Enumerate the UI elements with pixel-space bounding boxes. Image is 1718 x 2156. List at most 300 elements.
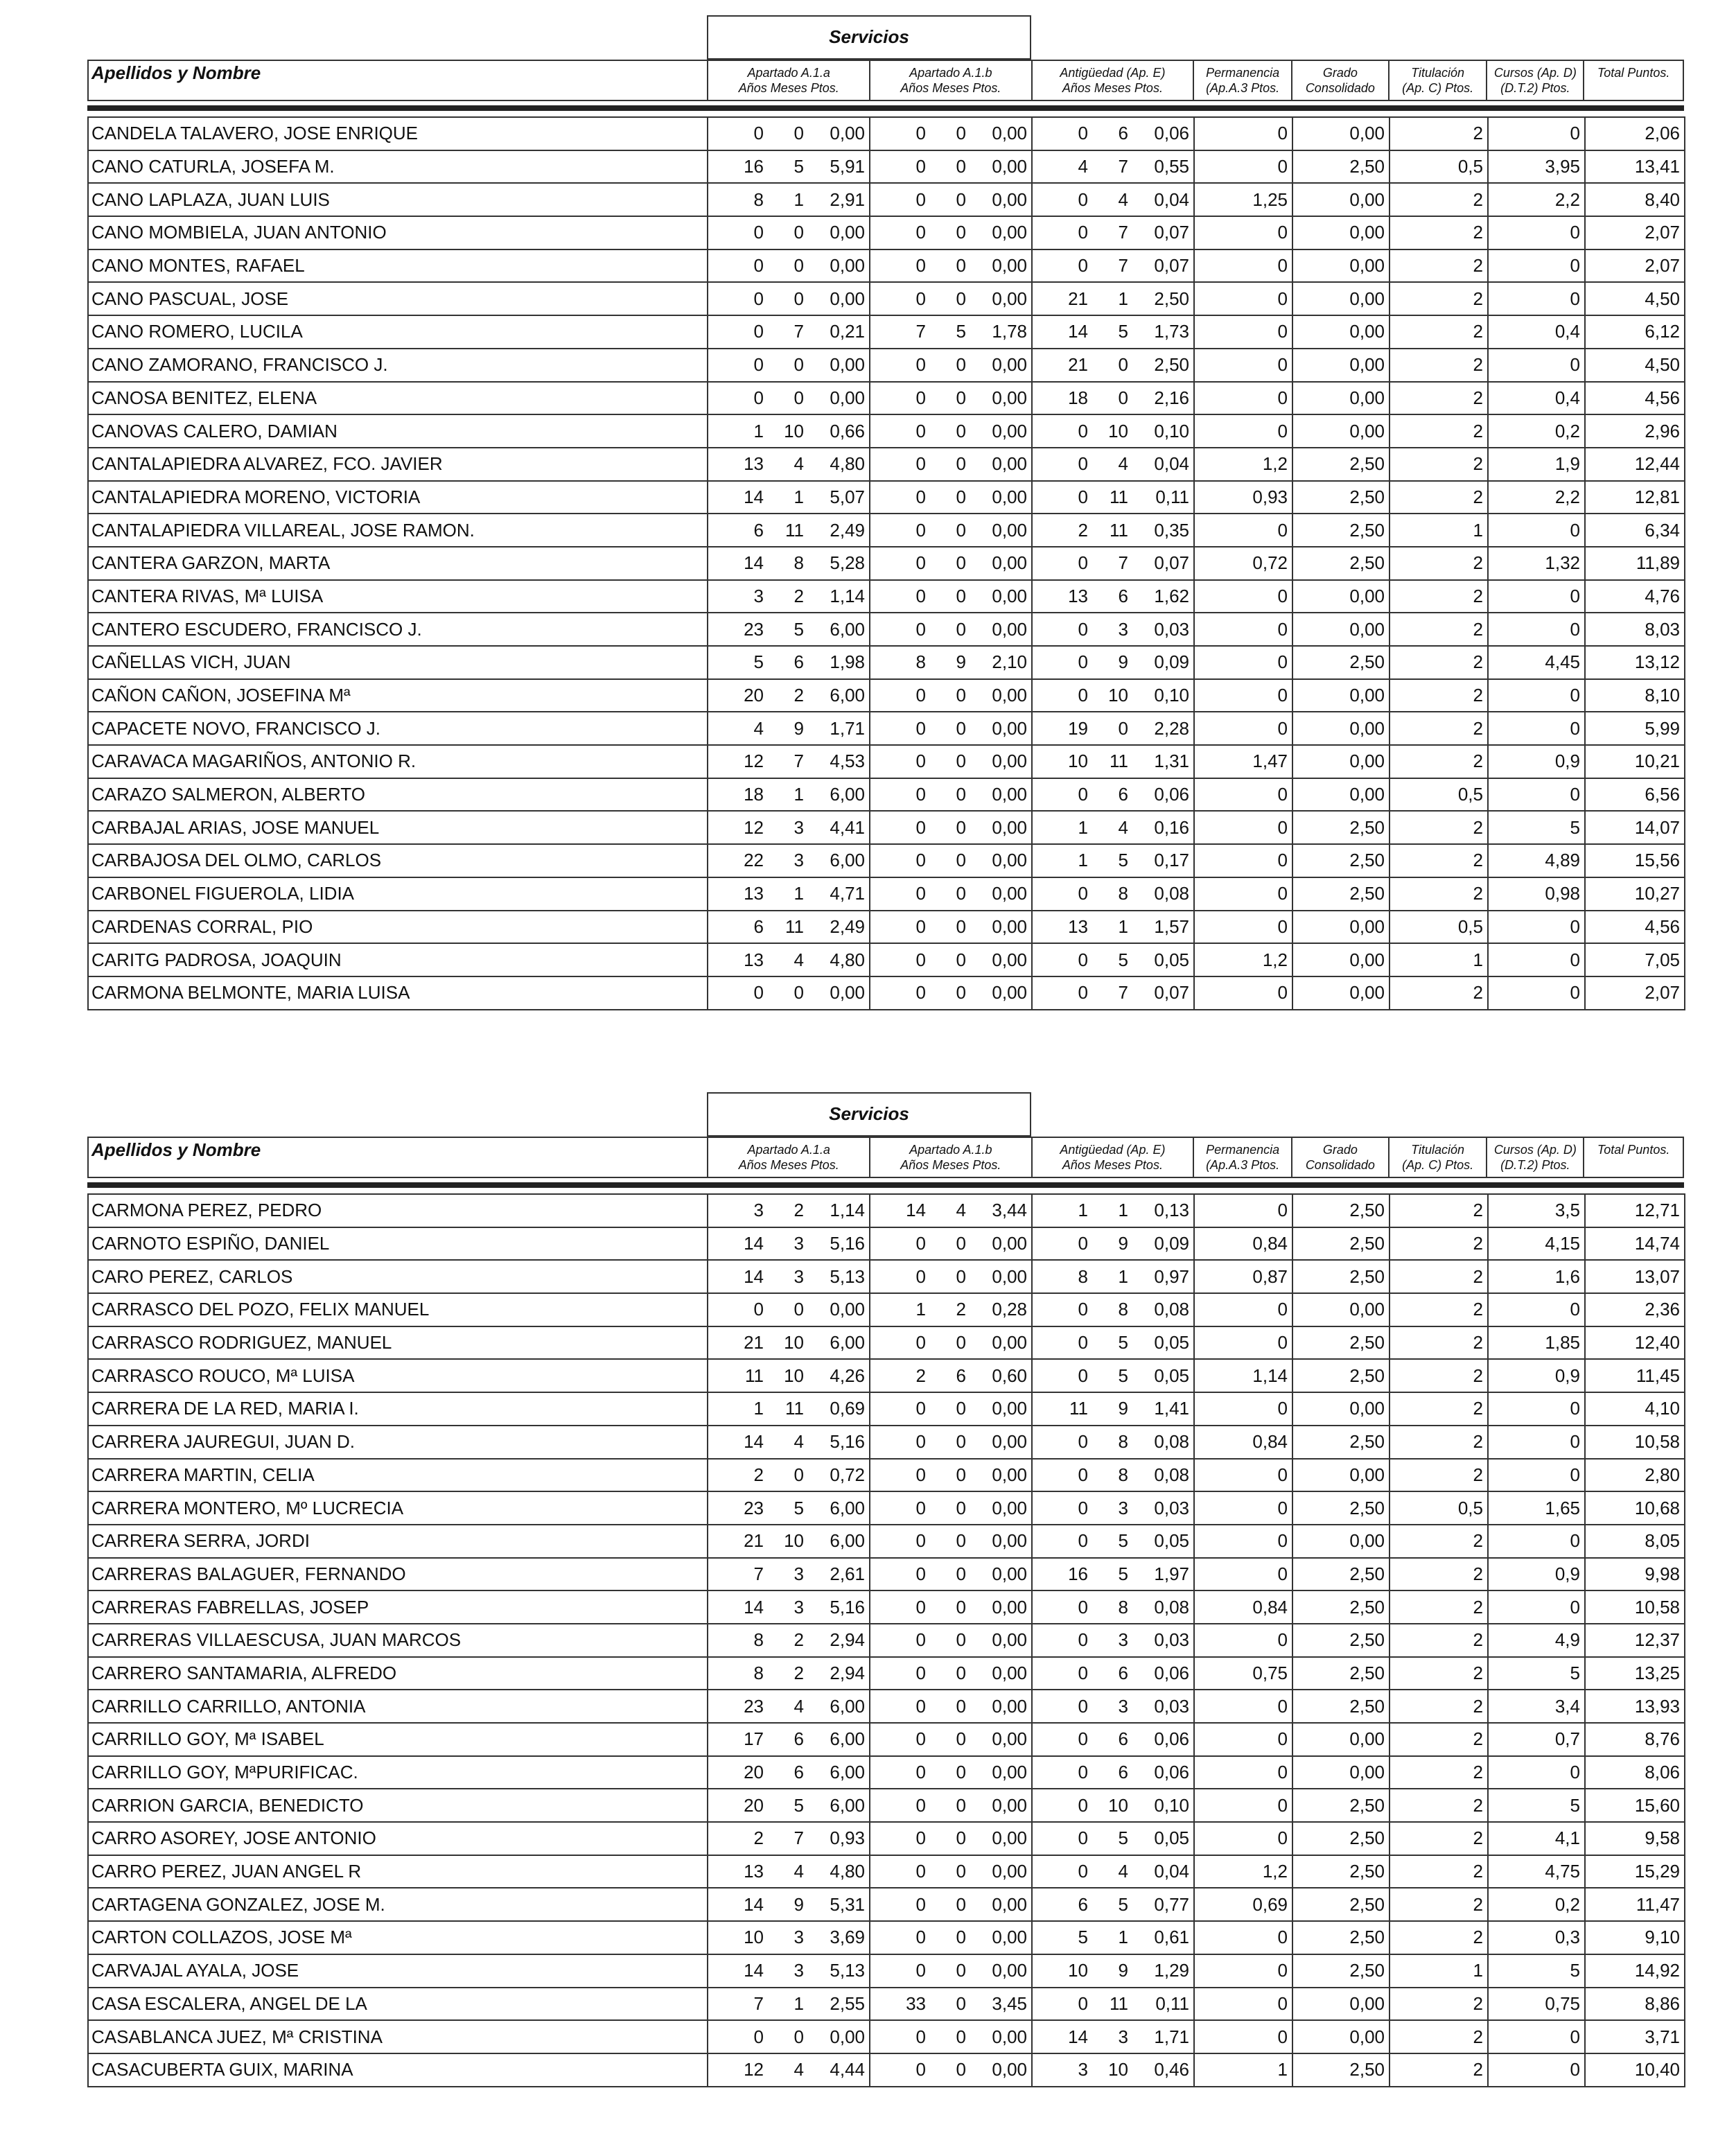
- cell-a1a-values: [712, 751, 865, 772]
- column-header-line: Años Meses Ptos.: [900, 81, 1001, 95]
- years: 0: [1078, 1596, 1088, 1618]
- points: 0,00: [992, 1794, 1027, 1816]
- cell-antiguedad-values: [1037, 1828, 1189, 1849]
- cell-cursos: 0,4: [1488, 382, 1585, 415]
- years: 0: [915, 189, 926, 210]
- months: 11: [785, 915, 804, 937]
- years: 0: [915, 1563, 926, 1584]
- column-header-a1a: [707, 61, 869, 100]
- cell-antiguedad: [1032, 745, 1194, 778]
- cell-a1a: [708, 1194, 870, 1227]
- cell-a1b: [870, 1392, 1032, 1426]
- points: 1,57: [1154, 915, 1189, 937]
- cell-a1b-values: [875, 387, 1027, 409]
- cell-permanencia: 0,93: [1194, 481, 1292, 514]
- years: 0: [915, 420, 926, 441]
- months: 8: [1118, 1464, 1128, 1485]
- points: 0,00: [992, 1695, 1027, 1717]
- cell-a1b-values: [875, 982, 1027, 1003]
- points: 0,00: [992, 189, 1027, 210]
- cell-a1a: [708, 1756, 870, 1789]
- months: 6: [1118, 123, 1128, 144]
- years: 14: [744, 1960, 764, 1981]
- column-header-grado: [1291, 61, 1388, 100]
- cell-a1b: [870, 646, 1032, 679]
- months: 0: [794, 1464, 804, 1485]
- months: 6: [1118, 1728, 1128, 1750]
- cell-a1b-values: [875, 1398, 1027, 1419]
- column-header-line: Consolidado: [1305, 81, 1375, 95]
- points: 0,93: [830, 1828, 865, 1849]
- cell-cursos: 4,1: [1488, 1822, 1585, 1855]
- cell-antiguedad: [1032, 249, 1194, 283]
- cell-cursos: 0: [1488, 613, 1585, 646]
- months: 9: [1118, 651, 1128, 673]
- column-header-cursos: [1486, 61, 1583, 100]
- points: 0,00: [992, 717, 1027, 739]
- cell-a1a: [708, 1392, 870, 1426]
- years: 33: [906, 1992, 926, 2014]
- cell-grado: 2,50: [1292, 1921, 1390, 1954]
- months: 1: [1118, 1265, 1128, 1287]
- years: 0: [1078, 453, 1088, 475]
- cell-grado: 2,50: [1292, 1888, 1390, 1921]
- cell-permanencia: 1,2: [1194, 448, 1292, 481]
- cell-a1b: [870, 1921, 1032, 1954]
- cell-antiguedad-values: [1037, 387, 1189, 409]
- months: 4: [1118, 453, 1128, 475]
- cell-antiguedad-values: [1037, 1993, 1189, 2015]
- cell-a1a-values: [712, 850, 865, 871]
- table-row: [88, 1359, 1685, 1392]
- cell-a1a: [708, 183, 870, 216]
- cell-a1b-values: [875, 949, 1027, 971]
- employee-name: CARRERA MONTERO, Mº LUCRECIA: [88, 1491, 708, 1525]
- years: 0: [1078, 883, 1088, 904]
- cell-grado: 0,00: [1292, 349, 1390, 382]
- cell-antiguedad: [1032, 1657, 1194, 1690]
- points: 1,97: [1154, 1563, 1189, 1584]
- months: 4: [1118, 816, 1128, 838]
- employee-name: CARITG PADROSA, JOAQUIN: [88, 943, 708, 976]
- cell-permanencia: 0: [1194, 1756, 1292, 1789]
- months: 5: [794, 1497, 804, 1518]
- cell-a1a-values: [712, 1795, 865, 1816]
- cell-a1a: [708, 1293, 870, 1326]
- months: 4: [794, 2059, 804, 2080]
- column-header-line: Cursos (Ap. D): [1493, 66, 1577, 80]
- years: 0: [915, 354, 926, 376]
- cell-antiguedad: [1032, 1590, 1194, 1624]
- years: 0: [1078, 949, 1088, 970]
- cell-a1b-values: [875, 784, 1027, 805]
- employee-name: CANTERO ESCUDERO, FRANCISCO J.: [88, 613, 708, 646]
- years: 12: [744, 2059, 764, 2080]
- points: 0,00: [992, 685, 1027, 706]
- cell-total: 12,71: [1585, 1194, 1685, 1227]
- cell-antiguedad-values: [1037, 1894, 1189, 1916]
- years: 11: [745, 1365, 764, 1386]
- years: 0: [753, 2026, 764, 2047]
- cell-a1a-values: [712, 288, 865, 310]
- years: 5: [753, 651, 764, 673]
- employee-name: CASACUBERTA GUIX, MARINA: [88, 2053, 708, 2087]
- employee-name: CARRILLO CARRILLO, ANTONIA: [88, 1690, 708, 1723]
- column-header-line: Cursos (Ap. D): [1493, 1143, 1577, 1157]
- months: 1: [794, 883, 804, 904]
- cell-permanencia: 1,2: [1194, 1855, 1292, 1888]
- cell-antiguedad-values: [1037, 1663, 1189, 1684]
- cell-grado: 2,50: [1292, 481, 1390, 514]
- years: 0: [915, 618, 926, 640]
- months: 1: [794, 1992, 804, 2014]
- cell-a1b: [870, 1888, 1032, 1921]
- points: 0,00: [830, 1299, 865, 1320]
- cell-antiguedad: [1032, 1558, 1194, 1591]
- months: 3: [1118, 2026, 1128, 2047]
- months: 3: [794, 1596, 804, 1618]
- years: 0: [1078, 1992, 1088, 2014]
- cell-cursos: 1,85: [1488, 1326, 1585, 1360]
- cell-permanencia: 0: [1194, 1690, 1292, 1723]
- employee-name: CANOVAS CALERO, DAMIAN: [88, 414, 708, 448]
- points: 0,00: [992, 255, 1027, 277]
- cell-a1a: [708, 1723, 870, 1756]
- cell-grado: 2,50: [1292, 1855, 1390, 1888]
- years: 0: [915, 1265, 926, 1287]
- cell-cursos: 4,45: [1488, 646, 1585, 679]
- months: 0: [794, 2026, 804, 2047]
- cell-antiguedad: [1032, 1988, 1194, 2021]
- employee-name: CANTALAPIEDRA MORENO, VICTORIA: [88, 481, 708, 514]
- cell-permanencia: 1,2: [1194, 943, 1292, 976]
- employee-name: CARRO ASOREY, JOSE ANTONIO: [88, 1822, 708, 1855]
- cell-total: 8,40: [1585, 183, 1685, 216]
- employee-name: CARRASCO DEL POZO, FELIX MANUEL: [88, 1293, 708, 1326]
- cell-a1a-values: [712, 883, 865, 904]
- cell-grado: 2,50: [1292, 1822, 1390, 1855]
- months: 4: [794, 949, 804, 970]
- cell-antiguedad-values: [1037, 1563, 1189, 1585]
- years: 0: [753, 222, 764, 243]
- months: 0: [956, 915, 966, 937]
- column-header-line: Años Meses Ptos.: [900, 1158, 1001, 1172]
- months: 7: [794, 1828, 804, 1849]
- employee-name: CAPACETE NOVO, FRANCISCO J.: [88, 712, 708, 745]
- months: 4: [794, 1861, 804, 1882]
- months: 4: [1118, 189, 1128, 210]
- column-header-line: Permanencia: [1206, 66, 1280, 80]
- years: 0: [1078, 1365, 1088, 1386]
- months: 0: [794, 222, 804, 243]
- cell-cursos: 2,2: [1488, 183, 1585, 216]
- months: 2: [794, 685, 804, 706]
- cell-grado: 2,50: [1292, 1624, 1390, 1657]
- cell-a1a-values: [712, 1629, 865, 1651]
- cell-a1b-values: [875, 1530, 1027, 1552]
- months: 3: [794, 1563, 804, 1584]
- cell-cursos: 3,4: [1488, 1690, 1585, 1723]
- cell-titulacion: 2: [1390, 1590, 1488, 1624]
- points: 0,00: [830, 123, 865, 144]
- cell-antiguedad-values: [1037, 453, 1189, 475]
- cell-antiguedad-values: [1037, 189, 1189, 211]
- points: 0,00: [992, 1762, 1027, 1783]
- cell-grado: 0,00: [1292, 1723, 1390, 1756]
- points: 0,00: [992, 552, 1027, 574]
- cell-titulacion: 2: [1390, 282, 1488, 315]
- years: 13: [744, 1861, 764, 1882]
- cell-a1a-values: [712, 321, 865, 342]
- cell-total: 12,37: [1585, 1624, 1685, 1657]
- cell-a1a-values: [712, 189, 865, 211]
- cell-a1a: [708, 1921, 870, 1954]
- cell-total: 13,07: [1585, 1260, 1685, 1293]
- months: 3: [794, 1927, 804, 1948]
- cell-antiguedad-values: [1037, 1762, 1189, 1783]
- points: 0,00: [830, 354, 865, 376]
- cell-antiguedad-values: [1037, 685, 1189, 706]
- months: 5: [1118, 949, 1128, 970]
- cell-a1b: [870, 1260, 1032, 1293]
- cell-permanencia: 0: [1194, 1558, 1292, 1591]
- points: 0,00: [992, 1398, 1027, 1419]
- cell-total: 6,56: [1585, 778, 1685, 812]
- cell-grado: 0,00: [1292, 414, 1390, 448]
- months: 0: [956, 1233, 966, 1254]
- cell-antiguedad: [1032, 547, 1194, 580]
- cell-total: 14,92: [1585, 1954, 1685, 1988]
- cell-permanencia: 0: [1194, 679, 1292, 712]
- months: 0: [956, 1861, 966, 1882]
- column-header-total: [1583, 61, 1683, 100]
- cell-total: 12,44: [1585, 448, 1685, 481]
- cell-total: 9,58: [1585, 1822, 1685, 1855]
- cell-total: 12,81: [1585, 481, 1685, 514]
- table-row: [88, 943, 1685, 976]
- column-header-line: (Ap. C) Ptos.: [1402, 81, 1474, 95]
- cell-permanencia: 0: [1194, 877, 1292, 911]
- cell-a1a: [708, 1988, 870, 2021]
- years: 20: [744, 1794, 764, 1816]
- months: 0: [956, 1893, 966, 1915]
- cell-total: 2,80: [1585, 1459, 1685, 1492]
- cell-permanencia: 0: [1194, 382, 1292, 415]
- cell-titulacion: 0,5: [1390, 1491, 1488, 1525]
- years: 12: [744, 751, 764, 772]
- cell-permanencia: 0: [1194, 613, 1292, 646]
- cell-a1a: [708, 811, 870, 844]
- cell-a1a-values: [712, 552, 865, 574]
- months: 0: [956, 717, 966, 739]
- cell-cursos: 0: [1488, 1426, 1585, 1459]
- header-divider: [87, 105, 1684, 111]
- cell-cursos: 4,89: [1488, 844, 1585, 877]
- points: 4,26: [830, 1365, 865, 1386]
- cell-total: 4,56: [1585, 911, 1685, 944]
- months: 1: [1118, 1200, 1128, 1221]
- points: 0,00: [992, 1893, 1027, 1915]
- cell-a1b: [870, 249, 1032, 283]
- cell-a1a-values: [712, 1927, 865, 1948]
- cell-titulacion: 2: [1390, 216, 1488, 249]
- employee-name: CARRILLO GOY, Mª ISABEL: [88, 1723, 708, 1756]
- cell-a1a: [708, 514, 870, 547]
- cell-a1b-values: [875, 1431, 1027, 1453]
- cell-permanencia: 0: [1194, 1954, 1292, 1988]
- table-row: [88, 1756, 1685, 1789]
- cell-a1b: [870, 1624, 1032, 1657]
- cell-titulacion: 2: [1390, 1921, 1488, 1954]
- table-row: [88, 1789, 1685, 1822]
- points: 5,16: [830, 1431, 865, 1453]
- cell-titulacion: 2: [1390, 1260, 1488, 1293]
- points: 0,00: [992, 1431, 1027, 1453]
- cell-grado: 2,50: [1292, 1491, 1390, 1525]
- cell-antiguedad-values: [1037, 321, 1189, 342]
- years: 21: [1068, 354, 1088, 376]
- years: 7: [915, 321, 926, 342]
- points: 0,10: [1154, 420, 1189, 441]
- years: 22: [744, 850, 764, 871]
- cell-a1a: [708, 2053, 870, 2087]
- points: 0,03: [1154, 618, 1189, 640]
- cell-a1b-values: [875, 1993, 1027, 2015]
- years: 0: [1078, 1233, 1088, 1254]
- months: 11: [1110, 519, 1128, 541]
- years: 8: [915, 651, 926, 673]
- employee-name: CARRION GARCIA, BENEDICTO: [88, 1789, 708, 1822]
- points: 3,45: [992, 1992, 1027, 2014]
- cell-antiguedad: [1032, 216, 1194, 249]
- points: 0,00: [992, 1563, 1027, 1584]
- cell-total: 2,07: [1585, 216, 1685, 249]
- cell-a1b-values: [875, 123, 1027, 144]
- points: 0,00: [830, 982, 865, 1003]
- months: 3: [794, 1960, 804, 1981]
- cell-a1a: [708, 1426, 870, 1459]
- cell-grado: 2,50: [1292, 514, 1390, 547]
- table-row: [88, 1459, 1685, 1492]
- column-header-line: Apartado A.1.a: [747, 1143, 830, 1157]
- cell-antiguedad: [1032, 1359, 1194, 1392]
- cell-a1a: [708, 282, 870, 315]
- cell-a1a: [708, 877, 870, 911]
- employee-name: CARO PEREZ, CARLOS: [88, 1260, 708, 1293]
- cell-a1b: [870, 1590, 1032, 1624]
- cell-grado: 0,00: [1292, 1293, 1390, 1326]
- column-header-grado: [1291, 1138, 1388, 1177]
- cell-total: 4,76: [1585, 580, 1685, 613]
- cell-a1b: [870, 712, 1032, 745]
- points: 6,00: [830, 850, 865, 871]
- cell-antiguedad-values: [1037, 1861, 1189, 1882]
- cell-a1b-values: [875, 1696, 1027, 1717]
- cell-antiguedad: [1032, 117, 1194, 150]
- cell-permanencia: 0: [1194, 1921, 1292, 1954]
- cell-a1a-values: [712, 1299, 865, 1320]
- months: 10: [1108, 2059, 1128, 2080]
- months: 10: [784, 1332, 804, 1353]
- employee-name: CARRERA DE LA RED, MARIA I.: [88, 1392, 708, 1426]
- cell-permanencia: 0: [1194, 580, 1292, 613]
- years: 0: [1078, 486, 1088, 507]
- table-row: [88, 1822, 1685, 1855]
- cell-permanencia: 1: [1194, 2053, 1292, 2087]
- months: 11: [1110, 486, 1128, 507]
- cell-permanencia: 0,84: [1194, 1590, 1292, 1624]
- cell-titulacion: 2: [1390, 844, 1488, 877]
- column-header-line: Permanencia: [1206, 1143, 1280, 1157]
- table-row: [88, 745, 1685, 778]
- cell-a1a-values: [712, 1762, 865, 1783]
- months: 6: [1118, 585, 1128, 606]
- years: 23: [744, 1497, 764, 1518]
- cell-antiguedad-values: [1037, 1927, 1189, 1948]
- cell-grado: 0,00: [1292, 679, 1390, 712]
- points: 2,61: [830, 1563, 865, 1584]
- cell-grado: 0,00: [1292, 117, 1390, 150]
- cell-permanencia: 1,47: [1194, 745, 1292, 778]
- months: 5: [794, 1794, 804, 1816]
- cell-cursos: 0: [1488, 282, 1585, 315]
- cell-a1a-values: [712, 1332, 865, 1353]
- years: 14: [744, 1431, 764, 1453]
- years: 0: [753, 321, 764, 342]
- cell-antiguedad: [1032, 580, 1194, 613]
- cell-a1a: [708, 382, 870, 415]
- cell-permanencia: 0: [1194, 844, 1292, 877]
- cell-a1b: [870, 315, 1032, 349]
- months: 5: [956, 321, 966, 342]
- years: 0: [753, 123, 764, 144]
- points: 0,35: [1154, 519, 1189, 541]
- years: 0: [915, 1497, 926, 1518]
- years: 0: [1078, 982, 1088, 1003]
- points: 2,49: [830, 519, 865, 541]
- cell-titulacion: 2: [1390, 2053, 1488, 2087]
- months: 8: [1118, 883, 1128, 904]
- points: 0,05: [1154, 1828, 1189, 1849]
- cell-a1b-values: [875, 1762, 1027, 1783]
- years: 0: [1078, 685, 1088, 706]
- cell-a1a: [708, 1789, 870, 1822]
- cell-a1a: [708, 976, 870, 1010]
- cell-titulacion: 2: [1390, 1822, 1488, 1855]
- cell-titulacion: 2: [1390, 315, 1488, 349]
- cell-antiguedad-values: [1037, 255, 1189, 277]
- months: 1: [1118, 288, 1128, 309]
- cell-cursos: 0: [1488, 2020, 1585, 2053]
- table-row: [88, 216, 1685, 249]
- cell-total: 9,98: [1585, 1558, 1685, 1591]
- cell-permanencia: 0,84: [1194, 1227, 1292, 1261]
- points: 0,00: [992, 915, 1027, 937]
- months: 5: [1118, 1828, 1128, 1849]
- cell-titulacion: 2: [1390, 183, 1488, 216]
- cell-antiguedad: [1032, 2020, 1194, 2053]
- points: 1,98: [830, 651, 865, 673]
- cell-antiguedad-values: [1037, 1398, 1189, 1419]
- cell-a1b: [870, 1855, 1032, 1888]
- points: 0,00: [992, 222, 1027, 243]
- cell-a1a: [708, 481, 870, 514]
- cell-permanencia: 0,87: [1194, 1260, 1292, 1293]
- cell-grado: 2,50: [1292, 1690, 1390, 1723]
- cell-a1a: [708, 349, 870, 382]
- cell-antiguedad-values: [1037, 1597, 1189, 1618]
- employee-name: CARRERAS BALAGUER, FERNANDO: [88, 1558, 708, 1591]
